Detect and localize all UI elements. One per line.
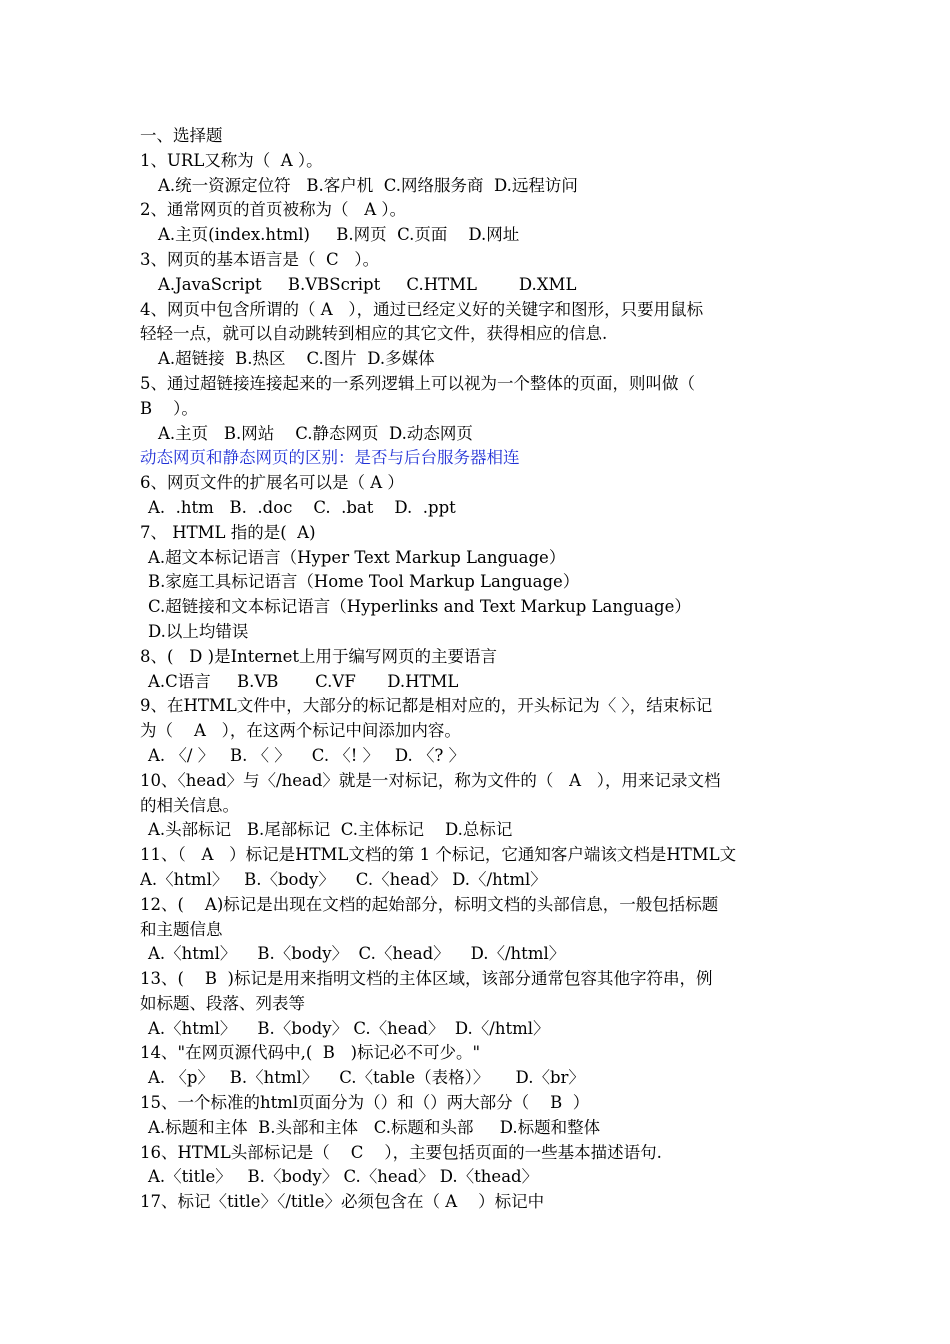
question-line: 17、标记〈title〉〈/title〉必须包含在（ A ）标记中 [140,1192,545,1212]
question-line: A.〈html〉 B.〈body〉 C.〈head〉 D.〈/html〉 [140,869,547,889]
question-line: 的相关信息。 [140,795,239,815]
note-line: 动态网页和静态网页的区别：是否与后台服务器相连 [140,448,520,468]
question-line: 5、通过超链接连接起来的一系列逻辑上可以视为一个整体的页面，则叫做（ [140,373,695,393]
question-line: 12、( A)标记是出现在文档的起始部分，标明文档的头部信息，一般包括标题 [140,894,719,914]
question-line: 4、网页中包含所谓的（ A ），通过已经定义好的关键字和图形，只要用鼠标 [140,299,704,319]
options-line: A.〈html〉 B.〈body〉 C.〈head〉 D.〈/html〉 [148,1018,550,1038]
section-title: 一、选择题 [140,126,223,145]
question-line: 为（ A ），在这两个标记中间添加内容。 [140,721,461,741]
options-line: D.以上均错误 [148,621,249,641]
options-line: A. 〈p〉 B.〈html〉 C.〈table（表格）〉 D.〈br〉 [148,1068,585,1088]
options-line: A. 〈/ 〉 B. 〈 〉 C. 〈! 〉 D. 〈? 〉 [148,745,466,765]
question-line: 10、〈head〉与〈/head〉就是一对标记，称为文件的（ A ），用来记录文档 [140,770,721,790]
question-line: 7、 HTML 指的是( A) [140,522,316,542]
options-line: A. .htm B. .doc C. .bat D. .ppt [148,497,456,517]
question-line: 15、一个标准的html页面分为（）和（）两大部分（ B ） [140,1093,590,1113]
question-line: 如标题、段落、列表等 [140,993,305,1013]
options-line: A.标题和主体 B.头部和主体 C.标题和头部 D.标题和整体 [148,1117,601,1137]
options-line: A.统一资源定位符 B.客户机 C.网络服务商 D.远程访问 [158,175,578,195]
question-line: 13、( B )标记是用来指明文档的主体区域，该部分通常包容其他字符串，例 [140,969,713,989]
question-line: 11、（ A ）标记是HTML文档的第 1 个标记，它通知客户端该文档是HTML文 [140,845,737,865]
options-line: A.主页(index.html) B.网页 C.页面 D.网址 [158,225,520,245]
options-line: A.超链接 B.热区 C.图片 D.多媒体 [158,349,435,369]
question-line: 轻轻一点，就可以自动跳转到相应的其它文件，获得相应的信息. [140,324,608,344]
options-line: B.家庭工具标记语言（Home Tool Markup Language） [148,572,580,592]
question-line: 1、URL又称为（ A ）。 [140,150,323,170]
options-line: A.〈title〉 B.〈body〉 C.〈head〉 D.〈thead〉 [148,1167,539,1187]
options-line: A.超文本标记语言（Hyper Text Markup Language） [148,547,566,567]
question-line: 9、在HTML文件中，大部分的标记都是相对应的，开头标记为〈 〉，结束标记 [140,696,713,716]
question-line: 和主题信息 [140,919,223,939]
document-body [140,124,812,1215]
options-line: C.超链接和文本标记语言（Hyperlinks and Text Markup Language） [148,597,691,617]
question-line: 8、( D )是Internet上用于编写网页的主要语言 [140,646,498,666]
question-line: 14、"在网页源代码中,( B )标记必不可少。" [140,1043,481,1063]
options-line: A.头部标记 B.尾部标记 C.主体标记 D.总标记 [148,820,513,840]
question-line: 16、HTML头部标记是（ C ），主要包括页面的一些基本描述语句. [140,1142,662,1162]
options-line: A.主页 B.网站 C.静态网页 D.动态网页 [158,423,473,443]
question-line: 2、通常网页的首页被称为（ A ）。 [140,200,407,220]
question-line: 6、网页文件的扩展名可以是（ A ） [140,473,404,493]
options-line: A.C语言 B.VB C.VF D.HTML [148,671,459,691]
options-line: A.〈html〉 B.〈body〉 C.〈head〉 D.〈/html〉 [148,944,566,964]
question-line: 3、网页的基本语言是（ C ）。 [140,249,380,269]
question-line: B ）。 [140,398,198,418]
options-line: A.JavaScript B.VBScript C.HTML D.XML [158,274,577,294]
